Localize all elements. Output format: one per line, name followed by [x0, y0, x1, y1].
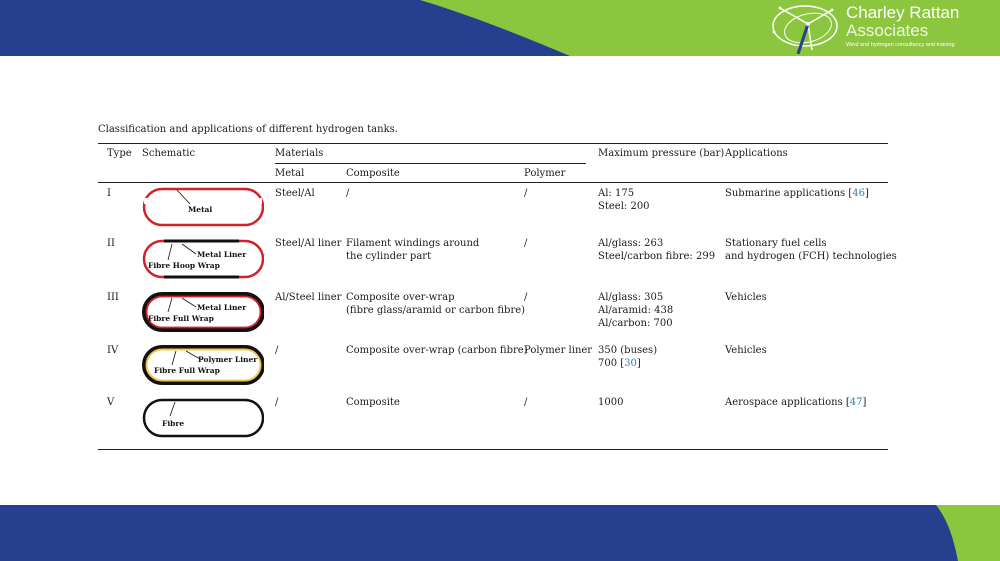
row-pressure-line2: Al/aramid: 438 [598, 305, 674, 316]
row-composite-line2: (fibre glass/aramid or carbon fibre) [346, 305, 526, 316]
row-type: I [107, 188, 111, 199]
row-pressure-line3: Al/carbon: 700 [598, 318, 673, 329]
row-pressure-line1: Al/glass: 263 [598, 238, 664, 249]
metal-label: Metal [188, 205, 213, 214]
row-metal: / [275, 345, 279, 356]
row-pressure-line1: 350 (buses) [598, 345, 658, 356]
row-polymer: / [524, 292, 528, 303]
metal-liner-label: Metal Liner [197, 250, 247, 259]
company-name: Charley Rattan [846, 3, 960, 22]
row-application: Vehicles [725, 345, 767, 356]
header-type: Type [107, 148, 132, 159]
row-type: III [107, 292, 119, 303]
row-metal: Steel/Al liner [275, 238, 342, 249]
row-metal: Steel/Al [275, 188, 315, 199]
fibre-full-wrap-label: Fibre Full Wrap [148, 314, 214, 323]
type-i-tank-schematic [142, 186, 264, 230]
table-caption: Classification and applications of different hydrogen tanks. [98, 124, 398, 135]
company-tagline: Wind and hydrogen consultancy and training [846, 42, 955, 48]
row-composite-line1: Composite over-wrap [346, 292, 455, 303]
wind-turbine-logo-icon [768, 2, 846, 54]
table-top-rule [98, 143, 888, 144]
header-max-pressure: Maximum pressure (bar) [598, 148, 725, 159]
row-pressure: 1000 [598, 397, 624, 408]
row-polymer: / [524, 238, 528, 249]
row-polymer: Polymer liner [524, 345, 593, 356]
citation-link[interactable]: 30 [624, 358, 637, 369]
row-composite-line1: Filament windings around [346, 238, 480, 249]
citation-link[interactable]: 47 [849, 397, 863, 408]
row-composite-line2: the cylinder part [346, 251, 432, 262]
row-type: V [107, 397, 115, 408]
type-v-tank-schematic [142, 396, 264, 440]
row-type: II [107, 238, 115, 249]
header-schematic: Schematic [142, 148, 196, 159]
citation-link[interactable]: 46 [852, 188, 865, 199]
row-metal: / [275, 397, 279, 408]
row-pressure-line1: Al: 175 [598, 188, 635, 199]
row-composite: / [346, 188, 350, 199]
header-polymer: Polymer [524, 168, 566, 179]
header-metal: Metal [275, 168, 305, 179]
row-application: Submarine applications [46] [725, 188, 869, 199]
header-applications: Applications [725, 148, 788, 159]
footer-band [0, 505, 1000, 561]
row-pressure-line2: Steel/carbon fibre: 299 [598, 251, 716, 262]
polymer-liner-label: Polymer Liner [198, 355, 258, 364]
row-application-line1: Stationary fuel cells [725, 238, 827, 249]
row-application: Aerospace applications [47] [725, 397, 867, 408]
type-ii-tank-schematic [142, 236, 264, 282]
row-composite: Composite over-wrap (carbon fibre) [346, 345, 528, 356]
row-polymer: / [524, 188, 528, 199]
header-bottom-rule [98, 182, 888, 183]
company-name-line2: Associates [846, 21, 929, 40]
company-logo [846, 4, 959, 49]
row-pressure-line1: Al/glass: 305 [598, 292, 664, 303]
type-iv-tank-schematic [142, 343, 264, 387]
type-iii-tank-schematic [142, 290, 264, 334]
row-type: IV [107, 345, 119, 356]
header-composite: Composite [346, 168, 400, 179]
row-composite: Composite [346, 397, 400, 408]
row-pressure-line2: Steel: 200 [598, 201, 650, 212]
row-metal: Al/Steel liner [275, 292, 342, 303]
row-pressure-line2: 700 [30] [598, 358, 641, 369]
row-polymer: / [524, 397, 528, 408]
materials-rule [275, 163, 586, 164]
fibre-full-wrap-label: Fibre Full Wrap [154, 366, 220, 375]
fibre-label: Fibre [162, 419, 185, 428]
header-materials: Materials [275, 148, 324, 159]
row-application: Vehicles [725, 292, 767, 303]
row-application-line2: and hydrogen (FCH) technologies [725, 251, 897, 262]
table-bottom-rule [98, 449, 888, 450]
fibre-hoop-wrap-label: Fibre Hoop Wrap [148, 261, 220, 270]
metal-liner-label: Metal Liner [197, 303, 247, 312]
